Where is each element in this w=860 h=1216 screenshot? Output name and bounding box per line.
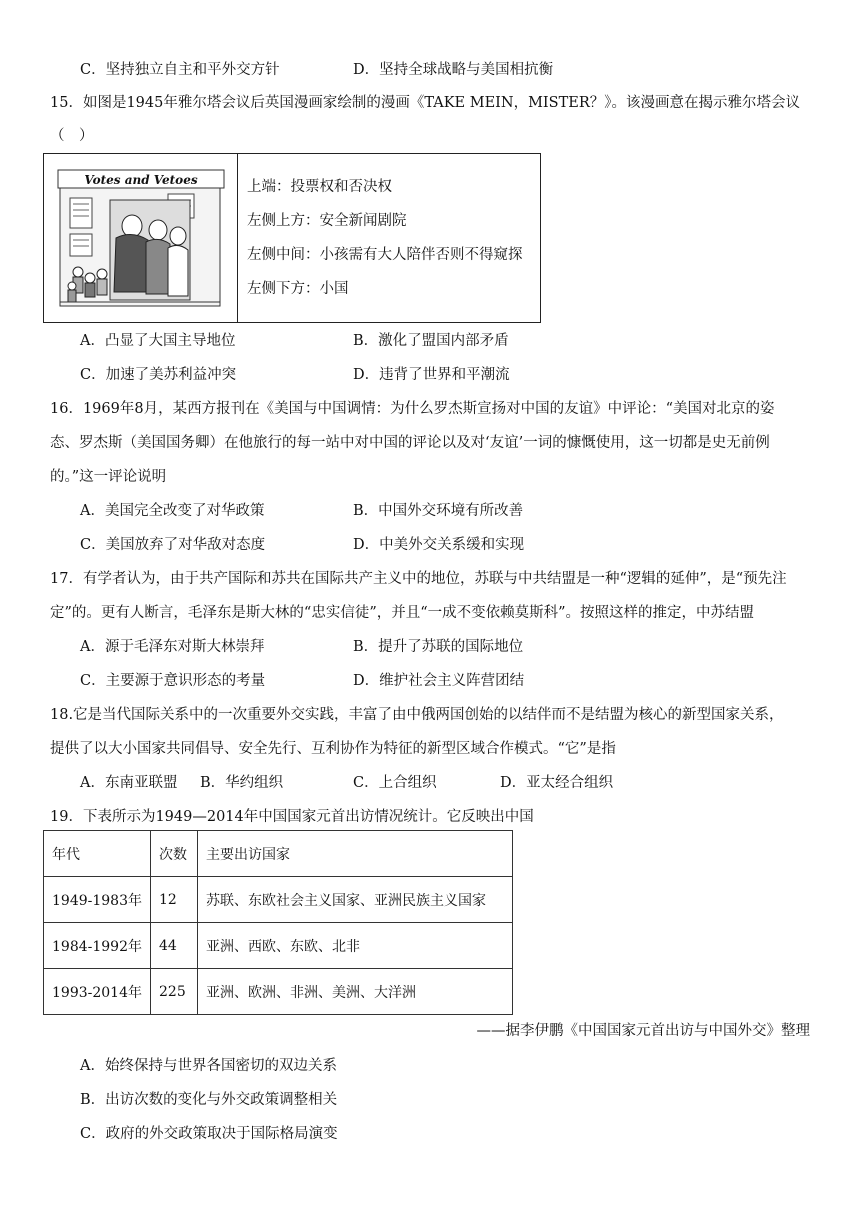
q19-option-b: B．出访次数的变化与外交政策调整相关 <box>80 1092 338 1108</box>
q15-stem-line2: （ ） <box>50 128 94 144</box>
q17-option-c: C．主要源于意识形态的考量 <box>80 673 266 689</box>
table-header-cell: 主要出访国家 <box>198 831 513 877</box>
q18-option-d: D．亚太经合组织 <box>500 775 614 791</box>
q19-stem: 19．下表所示为1949—2014年中国国家元首出访情况统计。它反映出中国 <box>50 809 534 825</box>
cartoon-drawing-icon <box>50 160 232 316</box>
q15-option-d: D．违背了世界和平潮流 <box>353 367 510 383</box>
cartoon-label-left-middle: 左侧中间：小孩需有大人陪伴否则不得窥探 <box>247 247 523 263</box>
q18-stem-line2: 提供了以大小国家共同倡导、安全先行、互利协作为特征的新型区域合作模式。“它”是指 <box>50 741 616 757</box>
table-row <box>44 923 513 969</box>
q15-option-b: B．激化了盟国内部矛盾 <box>353 333 509 349</box>
q18-stem-line1: 18.它是当代国际关系中的一次重要外交实践，丰富了由中俄两国创始的以结伴而不是结盟为核心的新型国家关系， <box>50 707 784 723</box>
q17-option-b: B．提升了苏联的国际地位 <box>353 639 524 655</box>
q14-option-d: D．坚持全球战略与美国相抗衡 <box>353 62 554 78</box>
q18-option-a: A．东南亚联盟 <box>80 775 178 791</box>
q19-source: ——据李伊鹏《中国国家元首出访与中国外交》整理 <box>476 1023 810 1039</box>
table-row <box>44 877 513 923</box>
q15-cartoon-box <box>43 153 541 323</box>
q17-stem-line1: 17．有学者认为，由于共产国际和苏共在国际共产主义中的地位，苏联与中共结盟是一种“逻辑的延伸”，是“预先注 <box>50 571 787 587</box>
q16-option-b: B．中国外交环境有所改善 <box>353 503 524 519</box>
table-header-cell: 年代 <box>44 831 151 877</box>
q18-option-c: C．上合组织 <box>353 775 437 791</box>
table-cell: 12 <box>151 877 198 923</box>
table-header-row <box>44 831 513 877</box>
cartoon-label-left-lower: 左侧下方：小国 <box>247 281 349 297</box>
q17-option-a: A．源于毛泽东对斯大林崇拜 <box>80 639 265 655</box>
table-cell: 1993-2014年 <box>44 969 151 1015</box>
q16-option-c: C．美国放弃了对华敌对态度 <box>80 537 266 553</box>
q16-stem-line2: 态、罗杰斯（美国国务卿）在他旅行的每一站中对中国的评论以及对‘友谊’一词的慷慨使用，这一切都是史无前例 <box>50 435 770 451</box>
q17-stem-line2: 定”的。更有人断言，毛泽东是斯大林的“忠实信徒”，并且“一成不变依赖莫斯科”。按照这样的推定，中苏结盟 <box>50 605 755 621</box>
q16-option-a: A．美国完全改变了对华政策 <box>80 503 265 519</box>
table-cell: 亚洲、欧洲、非洲、美洲、大洋洲 <box>198 969 513 1015</box>
cartoon-labels <box>247 176 537 312</box>
q17-option-d: D．维护社会主义阵营团结 <box>353 673 525 689</box>
table-cell: 1949-1983年 <box>44 877 151 923</box>
q19-stats-table <box>43 830 513 1015</box>
cartoon-caption: Votes and Vetoes <box>84 173 198 187</box>
q14-option-c: C．坚持独立自主和平外交方针 <box>80 62 280 78</box>
q19-option-a: A．始终保持与世界各国密切的双边关系 <box>80 1058 337 1074</box>
cartoon-divider <box>237 154 238 322</box>
table-cell: 225 <box>151 969 198 1015</box>
q16-stem-line3: 的。”这一评论说明 <box>50 469 167 485</box>
q19-option-c: C．政府的外交政策取决于国际格局演变 <box>80 1126 338 1142</box>
table-cell: 亚洲、西欧、东欧、北非 <box>198 923 513 969</box>
q16-option-d: D．中美外交关系缓和实现 <box>353 537 525 553</box>
cartoon-image <box>50 160 232 316</box>
q15-stem-line1: 15．如图是1945年雅尔塔会议后英国漫画家绘制的漫画《TAKE MEIN，MISTER？》。该漫画意在揭示雅尔塔会议 <box>50 95 801 111</box>
q16-stem-line1: 16．1969年8月，某西方报刊在《美国与中国调情：为什么罗杰斯宣扬对中国的友谊》中评论：“美国对北京的姿 <box>50 401 775 417</box>
cartoon-label-top: 上端：投票权和否决权 <box>247 179 392 195</box>
table-cell: 1984-1992年 <box>44 923 151 969</box>
q15-option-c: C．加速了美苏利益冲突 <box>80 367 237 383</box>
q18-option-b: B．华约组织 <box>200 775 284 791</box>
table-row <box>44 969 513 1015</box>
table-cell: 苏联、东欧社会主义国家、亚洲民族主义国家 <box>198 877 513 923</box>
table-cell: 44 <box>151 923 198 969</box>
q15-option-a: A．凸显了大国主导地位 <box>80 333 236 349</box>
cartoon-label-left-upper: 左侧上方：安全新闻剧院 <box>247 213 407 229</box>
table-header-cell: 次数 <box>151 831 198 877</box>
